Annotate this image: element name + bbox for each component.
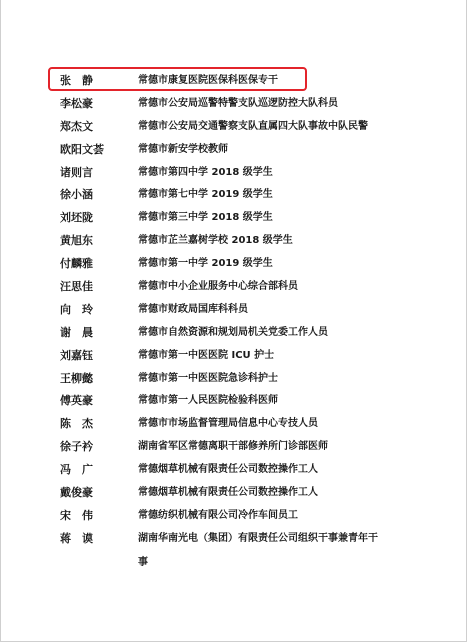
person-name: 宋 伟 xyxy=(60,508,93,522)
list-item xyxy=(0,528,467,551)
person-role: 常德市芷兰嘉树学校 2018 级学生 xyxy=(138,235,293,247)
person-role: 常德市公安局巡警特警支队巡逻防控大队科员 xyxy=(138,97,338,109)
list-item xyxy=(0,230,467,253)
person-name: 付麟雅 xyxy=(60,257,93,271)
list-item xyxy=(0,436,467,459)
list-item xyxy=(0,184,467,207)
person-name: 戴俊豪 xyxy=(60,486,93,500)
list-item xyxy=(0,322,467,345)
person-name: 张 静 xyxy=(60,74,93,87)
list-item xyxy=(0,139,467,162)
list-item xyxy=(0,93,467,116)
person-name: 蒋 谟 xyxy=(60,531,93,545)
list-item xyxy=(0,505,467,528)
list-item xyxy=(0,116,467,139)
person-name: 徐小涵 xyxy=(60,188,93,202)
person-name: 徐子衿 xyxy=(60,440,93,454)
list-item xyxy=(0,368,467,391)
person-role: 常德市第一中学 2019 级学生 xyxy=(138,258,273,270)
person-role: 常德烟草机械有限责任公司数控操作工人 xyxy=(138,487,318,499)
list-item xyxy=(0,482,467,505)
person-role: 常德市第一人民医院检验科医师 xyxy=(138,395,278,407)
list-item xyxy=(0,299,467,322)
role-continuation: 事 xyxy=(138,557,148,568)
person-role: 常德市自然资源和规划局机关党委工作人员 xyxy=(138,326,328,338)
person-role: 常德市中小企业服务中心综合部科员 xyxy=(138,281,298,293)
list-item xyxy=(0,459,467,482)
person-role: 常德市康复医院医保科医保专干 xyxy=(138,75,278,86)
person-name: 郑杰文 xyxy=(60,119,93,133)
person-role: 湖南华南光电（集团）有限责任公司组织干事兼青年干 xyxy=(138,532,378,544)
list-item xyxy=(0,207,467,230)
person-role: 常德市第四中学 2018 级学生 xyxy=(138,166,273,178)
person-role: 常德市第一中医医院 ICU 护士 xyxy=(138,349,275,361)
person-role: 常德市财政局国库科科员 xyxy=(138,303,248,315)
person-role: 常德市第三中学 2018 级学生 xyxy=(138,212,273,224)
list-item xyxy=(0,70,467,93)
person-name: 陈 杰 xyxy=(60,417,93,431)
person-role: 湖南省军区常德离职干部修养所门诊部医师 xyxy=(138,441,328,453)
list-item xyxy=(0,253,467,276)
person-name: 黄旭东 xyxy=(60,234,93,248)
person-role: 常德市第七中学 2019 级学生 xyxy=(138,189,273,201)
person-name: 李松豪 xyxy=(60,96,93,110)
person-role: 常德市公安局交通警察支队直属四大队事故中队民警 xyxy=(138,120,368,132)
person-role: 常德市市场监督管理局信息中心专技人员 xyxy=(138,418,318,430)
person-name: 刘嘉钰 xyxy=(60,348,93,362)
person-name: 汪思佳 xyxy=(60,280,93,294)
list-item xyxy=(0,390,467,413)
person-role: 常德烟草机械有限责任公司数控操作工人 xyxy=(138,464,318,476)
person-role: 常德纺织机械有限公司冷作车间员工 xyxy=(138,509,298,521)
person-name: 向 玲 xyxy=(60,302,93,316)
person-role: 常德市新安学校教师 xyxy=(138,143,228,155)
list-item xyxy=(0,162,467,185)
list-item xyxy=(0,276,467,299)
person-name: 冯 广 xyxy=(60,463,93,477)
person-name: 诸则言 xyxy=(60,165,93,179)
person-role: 常德市第一中医医院急诊科护士 xyxy=(138,372,278,384)
person-name: 傅英豪 xyxy=(60,394,93,408)
person-name: 王柳懿 xyxy=(60,371,93,385)
list-item xyxy=(0,345,467,368)
name-list xyxy=(0,70,467,551)
person-name: 欧阳文荟 xyxy=(60,142,104,156)
person-name: 谢 晨 xyxy=(60,325,93,339)
list-item xyxy=(0,413,467,436)
person-name: 刘坯陇 xyxy=(60,211,93,225)
